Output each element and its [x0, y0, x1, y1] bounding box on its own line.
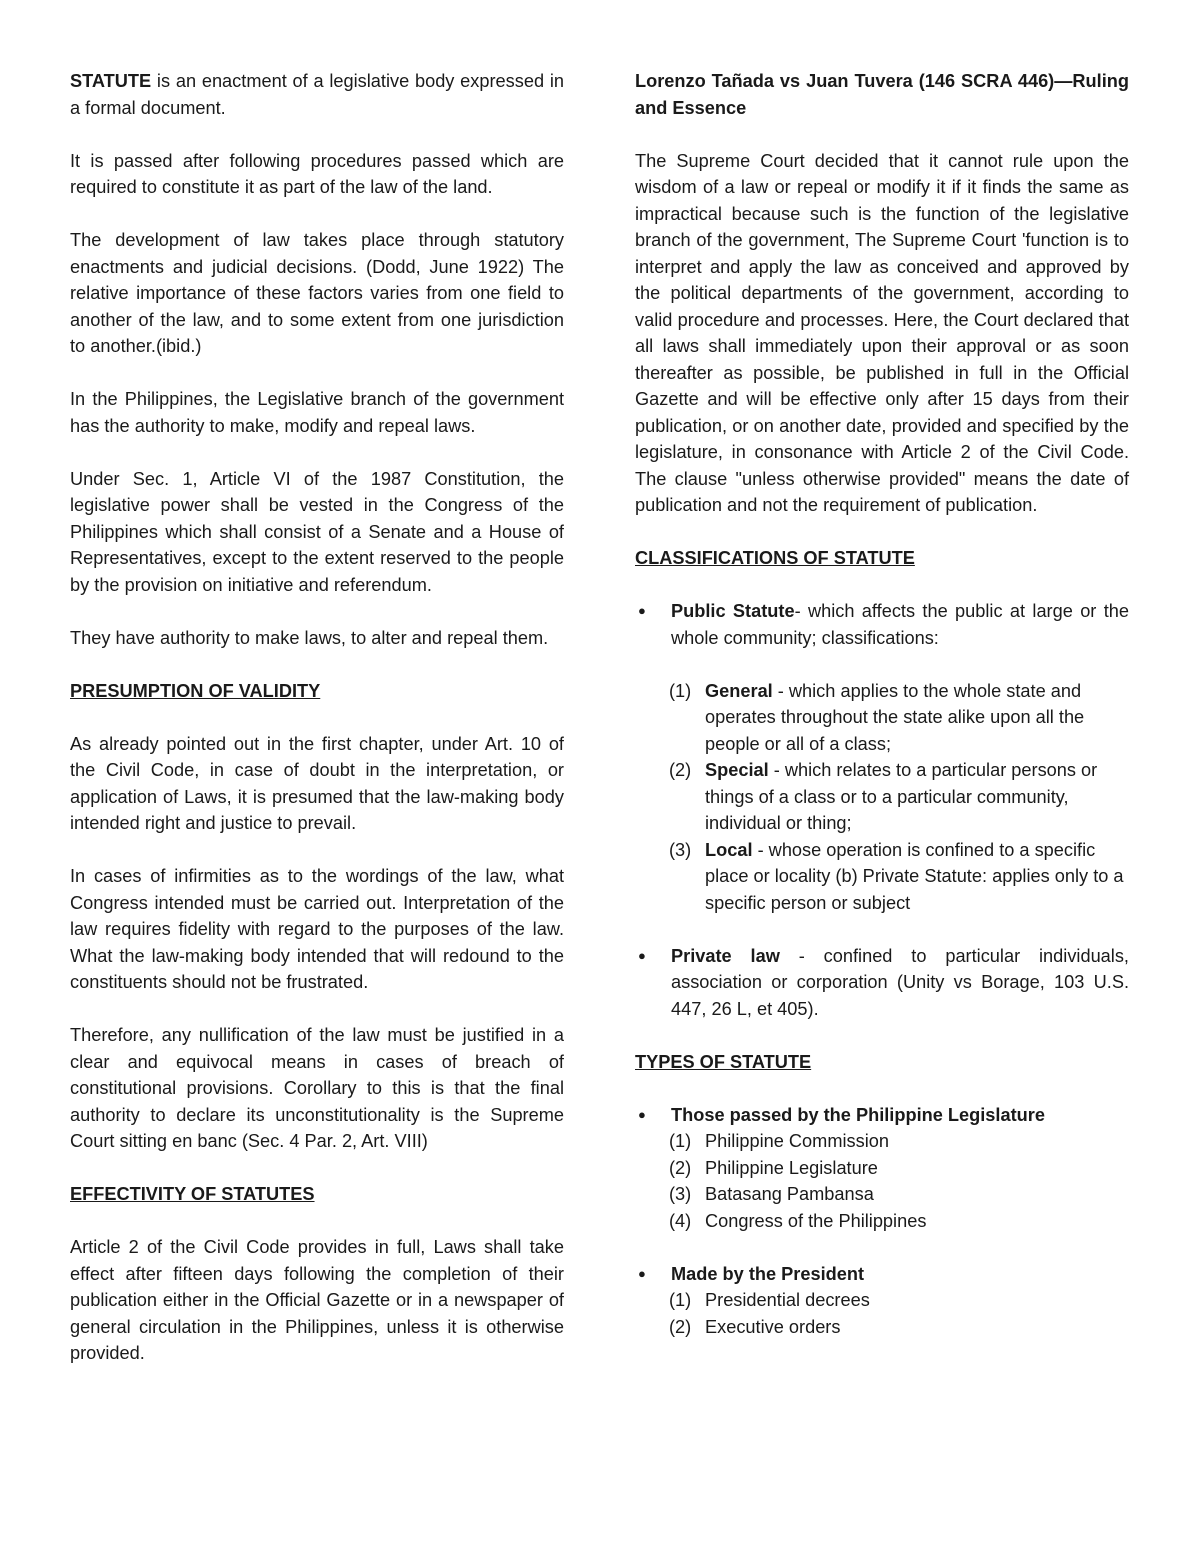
public-statute-classifications: [635, 678, 1129, 917]
list-item-text: - which relates to a particular persons or things of a class or to a particular community, individual or thing;: [705, 760, 1098, 833]
paragraph-philippines: In the Philippines, the Legislative branch of the government has the authority to make, modify and repeal laws.: [70, 389, 564, 436]
list-item: [635, 1287, 1129, 1314]
list-item-text: Batasang Pambansa: [705, 1184, 874, 1204]
public-statute-text: - which affects the public at large or the whole community; classifications:: [671, 601, 1129, 648]
list-item: [635, 1181, 1129, 1208]
case-title: Lorenzo Tañada vs Juan Tuvera (146 SCRA 446)—Ruling and Essence: [635, 71, 1129, 118]
list-number: (2): [669, 1316, 692, 1337]
private-law-term: Private law: [671, 945, 780, 966]
bullet-made-by-president: [635, 1261, 1129, 1288]
paragraph-infirmities: In cases of infirmities as to the wordings of the law, what Congress intended must be carried out. Interpretation of the law requires fidelity with regard to the purposes of the law. What the law-making body intended that will redound to the constituents should not be frustrated.: [70, 866, 564, 992]
left-column: [70, 68, 564, 1393]
list-item-text: Executive orders: [705, 1316, 841, 1337]
bullet-icon: ●: [638, 947, 646, 963]
list-item-text: Congress of the Philippines: [705, 1210, 927, 1231]
list-item-text: Presidential decrees: [705, 1290, 870, 1310]
list-item-text: Philippine Commission: [705, 1131, 889, 1151]
list-item-term: General: [705, 680, 773, 701]
list-item: [635, 1155, 1129, 1182]
right-column: [635, 68, 1129, 1367]
public-statute-term: Public Statute: [671, 601, 795, 621]
paragraph-passed: It is passed after following procedures passed which are required to constitute it as part of the law of the land.: [70, 150, 564, 197]
list-item: [635, 1128, 1129, 1155]
list-item-term: Local: [705, 839, 753, 860]
list-number: (2): [669, 760, 692, 780]
bullet-public-statute: [635, 598, 1129, 651]
private-law-text: - confined to particular individuals, association or corporation (Unity vs Borage, 103 U.S. 447, 26 L, et 405).: [671, 945, 1129, 1019]
list-number: (1): [669, 1290, 692, 1310]
list-item: [635, 1208, 1129, 1235]
list-number: (3): [669, 1184, 692, 1204]
bullet-philippine-legislature: [635, 1102, 1129, 1129]
bullet-private-law: [635, 943, 1129, 1023]
bullet-icon: ●: [638, 603, 646, 618]
heading-effectivity-of-statutes: EFFECTIVITY OF STATUTES: [70, 1184, 315, 1204]
list-number: (1): [669, 1131, 692, 1151]
statute-definition-text: is an enactment of a legislative body expressed in a formal document.: [70, 71, 564, 118]
bullet-icon: ●: [638, 1265, 646, 1281]
list-item: [635, 1314, 1129, 1341]
list-item: [635, 837, 1129, 917]
paragraph-authority: They have authority to make laws, to alter and repeal them.: [70, 627, 549, 648]
list-item: [635, 678, 1129, 758]
list-item-text: - which applies to the whole state and operates throughout the state alike upon all the people or all of a class;: [705, 680, 1085, 754]
paragraph-development: The development of law takes place through statutory enactments and judicial decisions. (Dodd, June 1922) The relative importance of these factors varies from one field to another of the law, and to some extent from one jurisdiction to another.(ibid.): [70, 230, 564, 356]
bullet-icon: ●: [638, 1106, 646, 1122]
list-item-term: Special: [705, 760, 769, 780]
president-title: Made by the President: [671, 1263, 865, 1284]
list-item-text: - whose operation is confined to a specific place or locality (b) Private Statute: applies only to a specific person or subject: [705, 839, 1124, 913]
list-item-text: Philippine Legislature: [705, 1157, 878, 1178]
list-item: [635, 757, 1129, 837]
legislature-list: [635, 1128, 1129, 1234]
list-number: (4): [669, 1210, 692, 1231]
statute-definition: [70, 68, 564, 121]
heading-presumption-of-validity: PRESUMPTION OF VALIDITY: [70, 680, 321, 701]
paragraph-ruling: The Supreme Court decided that it cannot rule upon the wisdom of a law or repeal or modify it if it finds the same as impractical because such is the function of the legislative branch of the government, The Supreme Court 'function is to interpret and apply the law as conceived and approved by the political departments of the government, according to valid procedure and processes. Here, the Court declared that all laws shall immediately upon their approval or as soon thereafter as possible, be published in full in the Official Gazette and will be effective only after 15 days from their publication, or on another date, provided and specified by the legislature, in consonance with Article 2 of the Civil Code. The clause "unless otherwise provided" means the date of publication and not the requirement of publication.: [635, 150, 1129, 515]
paragraph-constitution: Under Sec. 1, Article VI of the 1987 Constitution, the legislative power shall be vested in the Congress of the Philippines which shall consist of a Senate and a House of Representatives, except to the extent reserved to the people by the provision on initiative and referendum.: [70, 468, 564, 595]
list-number: (2): [669, 1157, 692, 1178]
legislature-title: Those passed by the Philippine Legislature: [671, 1104, 1045, 1125]
heading-classifications-of-statute: CLASSIFICATIONS OF STATUTE: [635, 548, 915, 568]
list-number: (1): [669, 680, 692, 701]
president-list: [635, 1287, 1129, 1340]
statute-term: STATUTE: [70, 71, 152, 91]
paragraph-nullification: Therefore, any nullification of the law must be justified in a clear and equivocal means in cases of breach of constitutional provisions. Corollary to this is that the final authority to declare its unconstitutionality is the Supreme Court sitting en banc (Sec. 4 Par. 2, Art. VIII): [70, 1025, 564, 1151]
heading-types-of-statute: TYPES OF STATUTE: [635, 1051, 812, 1072]
list-number: (3): [669, 839, 692, 860]
paragraph-civil-code: As already pointed out in the first chapter, under Art. 10 of the Civil Code, in case of doubt in the interpretation, or application of Laws, it is presumed that the law-making body intended right and justice to prevail.: [70, 733, 564, 833]
paragraph-article-2: Article 2 of the Civil Code provides in full, Laws shall take effect after fifteen days following the completion of their publication either in the Official Gazette or in a newspaper of general circulation in the Philippines, unless it is otherwise provided.: [70, 1237, 564, 1363]
